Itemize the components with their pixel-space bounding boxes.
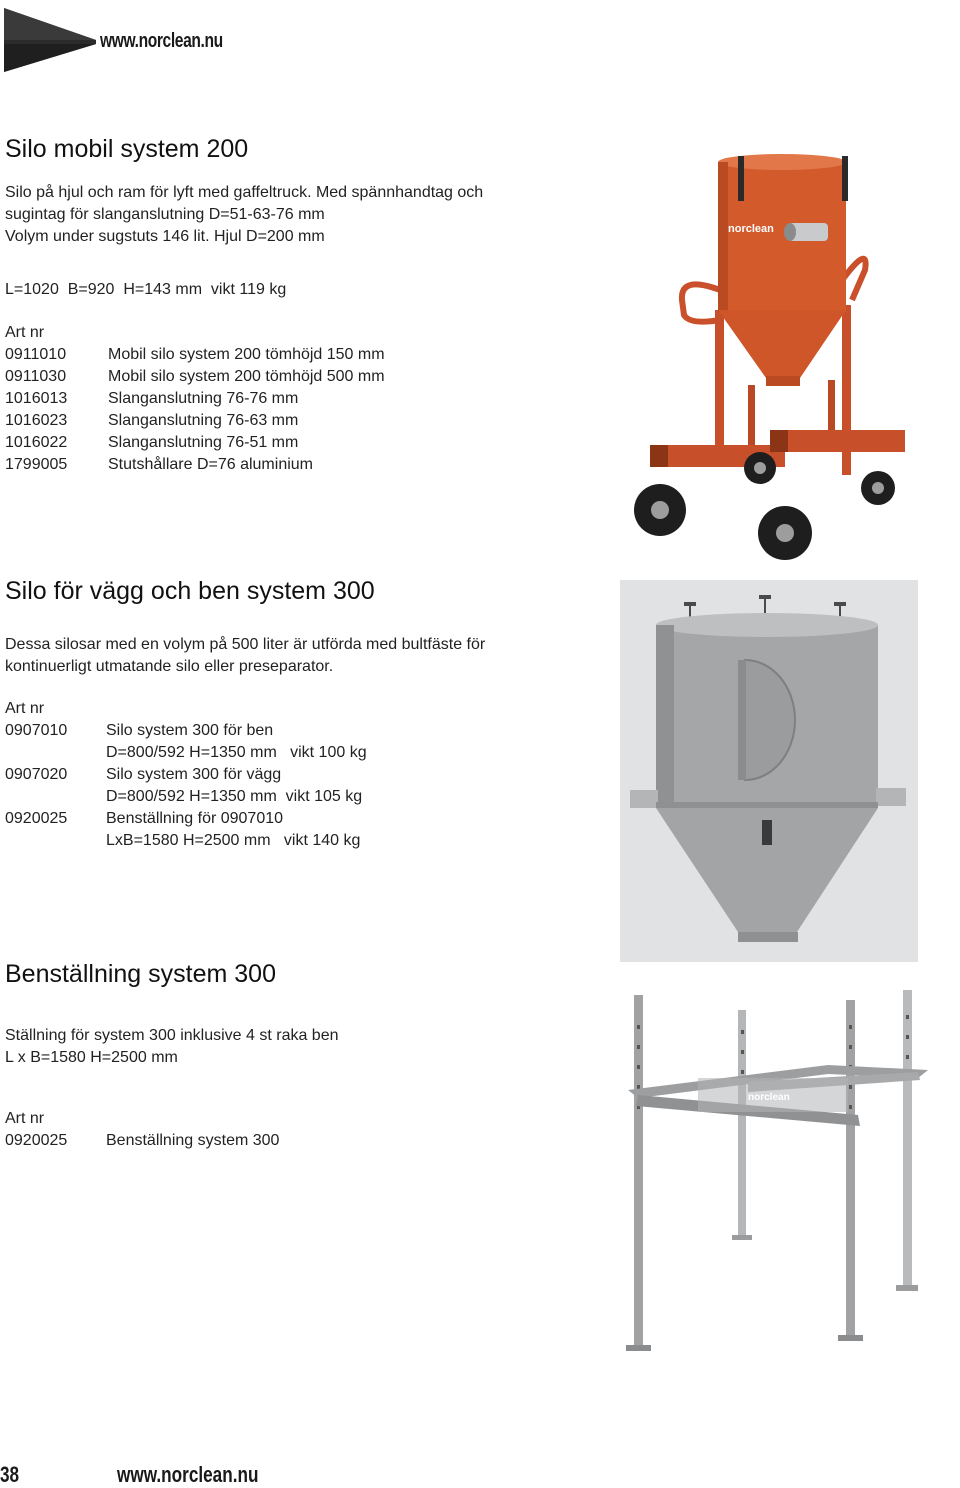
section-3-art-header: Art nr (5, 1110, 45, 1127)
section-2-description: Dessa silosar med en volym på 500 liter är utförda med bultfäste för kontinuerligt utmatande silo eller preseparator. (5, 636, 486, 675)
table-row-detail: D=800/592 H=1350 mm vikt 100 kg (106, 744, 367, 761)
stand-brand: norclean (748, 1092, 790, 1103)
header-site-url[interactable]: www.norclean.nu (100, 30, 223, 52)
table-row: 0911010 Mobil silo system 200 tömhöjd 150 mm (5, 346, 385, 363)
footer-site-url[interactable]: www.norclean.nu (117, 1462, 259, 1487)
section-title-benstallning: Benställning system 300 (5, 960, 276, 988)
section-3-description: Ställning för system 300 inklusive 4 st raka ben L x B=1580 H=2500 mm (5, 1027, 339, 1066)
page-number: 38 (0, 1462, 20, 1487)
table-row: 1016022 Slanganslutning 76-51 mm (5, 434, 299, 451)
mobile-silo-brand: norclean (728, 223, 774, 235)
table-row-detail: LxB=1580 H=2500 mm vikt 140 kg (106, 832, 361, 849)
table-row: 0907020 Silo system 300 för vägg (5, 766, 282, 783)
table-row: 1016023 Slanganslutning 76-63 mm (5, 412, 299, 429)
section-title-silo-vagg: Silo för vägg och ben system 300 (5, 577, 375, 605)
table-row-detail: D=800/592 H=1350 mm vikt 105 kg (106, 788, 363, 805)
norclean-logo-icon (0, 0, 100, 80)
table-row: 0920025 Benställning system 300 (5, 1132, 280, 1149)
wall-silo-photo (620, 580, 918, 962)
table-row: 0907010 Silo system 300 för ben (5, 722, 274, 739)
section-title-silo-mobil: Silo mobil system 200 (5, 135, 249, 163)
table-row: 1016013 Slanganslutning 76-76 mm (5, 390, 299, 407)
mobile-silo-photo (620, 140, 960, 570)
table-row: 0920025 Benställning för 0907010 (5, 810, 284, 827)
section-1-art-header: Art nr (5, 324, 45, 341)
section-1-dimensions: L=1020 B=920 H=143 mm vikt 119 kg (5, 281, 287, 298)
section-2-art-header: Art nr (5, 700, 45, 717)
table-row: 1799005 Stutshållare D=76 aluminium (5, 456, 313, 473)
table-row: 0911030 Mobil silo system 200 tömhöjd 500 mm (5, 368, 385, 385)
stand-photo (598, 970, 960, 1382)
section-1-description: Silo på hjul och ram för lyft med gaffeltruck. Med spännhandtag och sugintag för slanganslutning D=51-63-76 mm Volym under sugstuts 146 lit. Hjul D=200 mm (5, 184, 484, 245)
